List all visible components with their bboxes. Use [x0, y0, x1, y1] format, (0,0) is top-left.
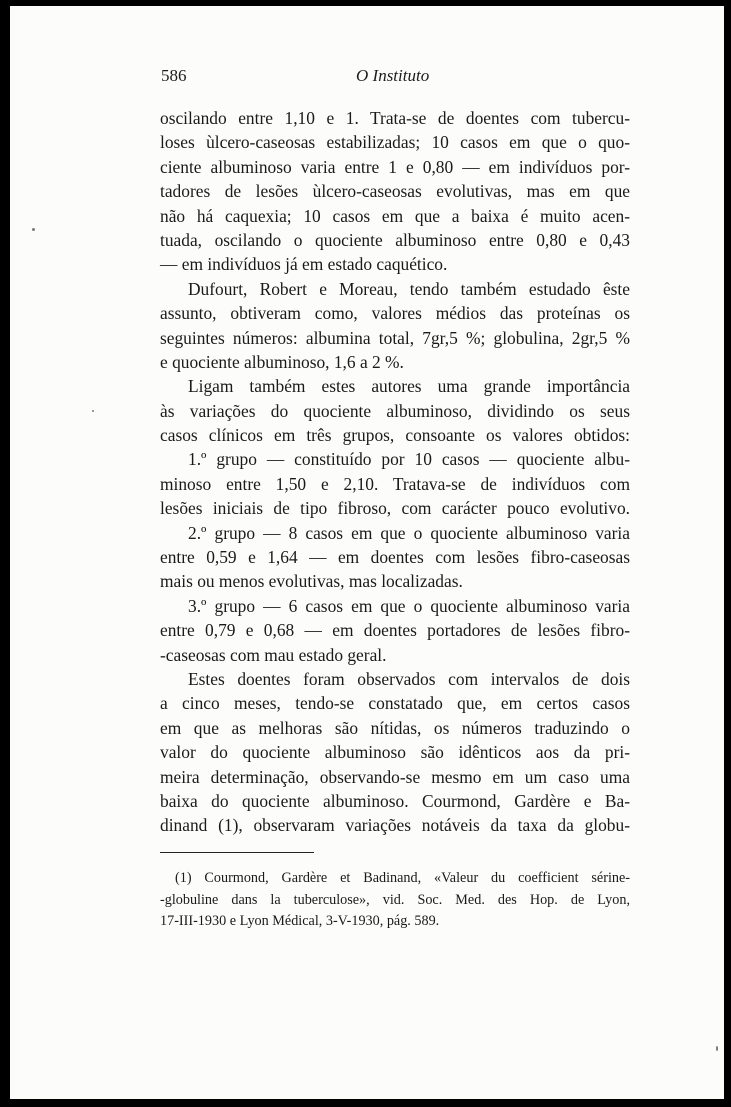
text-line: assunto, obtiveram como, valores médios das proteínas os	[160, 303, 630, 324]
journal-title: O Instituto	[356, 66, 430, 85]
footnote-line: (1) Courmond, Gardère et Badinand, «Valeur du coefficient sérine-	[175, 870, 630, 886]
text-line: tuada, oscilando o quociente albuminoso entre 0,80 e 0,43	[160, 229, 630, 250]
footnote	[160, 868, 630, 933]
paper-speck	[716, 1046, 718, 1051]
text-line: casos clínicos em três grupos, consoante os valores obtidos:	[160, 425, 630, 446]
running-header	[161, 66, 621, 90]
footnote-line: 17-III-1930 e Lyon Médical, 3-V-1930, pág. 589.	[160, 913, 440, 929]
text-line: entre 0,79 e 0,68 — em doentes portadores de lesões fibro-	[160, 620, 630, 641]
text-line: não há caquexia; 10 casos em que a baixa é muito acen-	[160, 205, 630, 226]
text-line: valor do quociente albuminoso são idênticos aos da pri-	[160, 742, 630, 763]
page-number: 586	[161, 66, 187, 85]
paper-speck	[32, 228, 35, 231]
text-line: tadores de lesões ùlcero-caseosas evolutivas, mas em que	[160, 181, 630, 202]
text-line: meira determinação, observando-se mesmo em um caso uma	[160, 766, 630, 787]
text-line: Ligam também estes autores uma grande importância	[188, 376, 630, 397]
text-line: — em indivíduos já em estado caquético.	[160, 254, 448, 275]
text-line: Dufourt, Robert e Moreau, tendo também estudado êste	[188, 278, 630, 299]
text-line: seguintes números: albumina total, 7gr,5 %; globulina, 2gr,5 %	[160, 327, 630, 348]
text-line: mais ou menos evolutivas, mas localizadas.	[160, 571, 463, 592]
text-line: a cinco meses, tendo-se constatado que, em certos casos	[160, 693, 630, 714]
footnote-line: -globuline dans la tuberculose», vid. Soc. Med. des Hop. de Lyon,	[160, 891, 630, 908]
text-line: em que as melhoras são nítidas, os números traduzindo o	[160, 717, 630, 738]
footnote-separator	[160, 852, 314, 853]
body-text	[160, 106, 630, 838]
text-line: 1.º grupo — constituído por 10 casos — quociente albu-	[188, 449, 630, 470]
text-line: lesões iniciais de tipo fibroso, com carácter pouco evolutivo.	[160, 498, 630, 519]
text-line: às variações do quociente albuminoso, dividindo os seus	[160, 400, 630, 421]
text-line: e quociente albuminoso, 1,6 a 2 %.	[160, 351, 404, 372]
text-line: Estes doentes foram observados com intervalos de dois	[188, 668, 630, 689]
text-line: 2.º grupo — 8 casos em que o quociente albuminoso varia	[188, 522, 630, 543]
text-line: minoso entre 1,50 e 2,10. Tratava-se de indivíduos com	[160, 473, 630, 494]
text-line: ciente albuminoso varia entre 1 e 0,80 — em indivíduos por-	[160, 156, 630, 177]
text-line: entre 0,59 e 1,64 — em doentes com lesões fibro-caseosas	[160, 547, 630, 568]
paper-speck	[92, 410, 94, 412]
text-line: baixa do quociente albuminoso. Courmond, Gardère e Ba-	[160, 790, 630, 811]
text-line: dinand (1), observaram variações notáveis da taxa da globu-	[160, 815, 630, 836]
text-line: -caseosas com mau estado geral.	[160, 644, 387, 665]
text-line: oscilando entre 1,10 e 1. Trata-se de doentes com tubercu-	[160, 108, 630, 128]
text-line: loses ùlcero-caseosas estabilizadas; 10 casos em que o quo-	[160, 132, 630, 153]
text-line: 3.º grupo — 6 casos em que o quociente albuminoso varia	[188, 595, 630, 616]
